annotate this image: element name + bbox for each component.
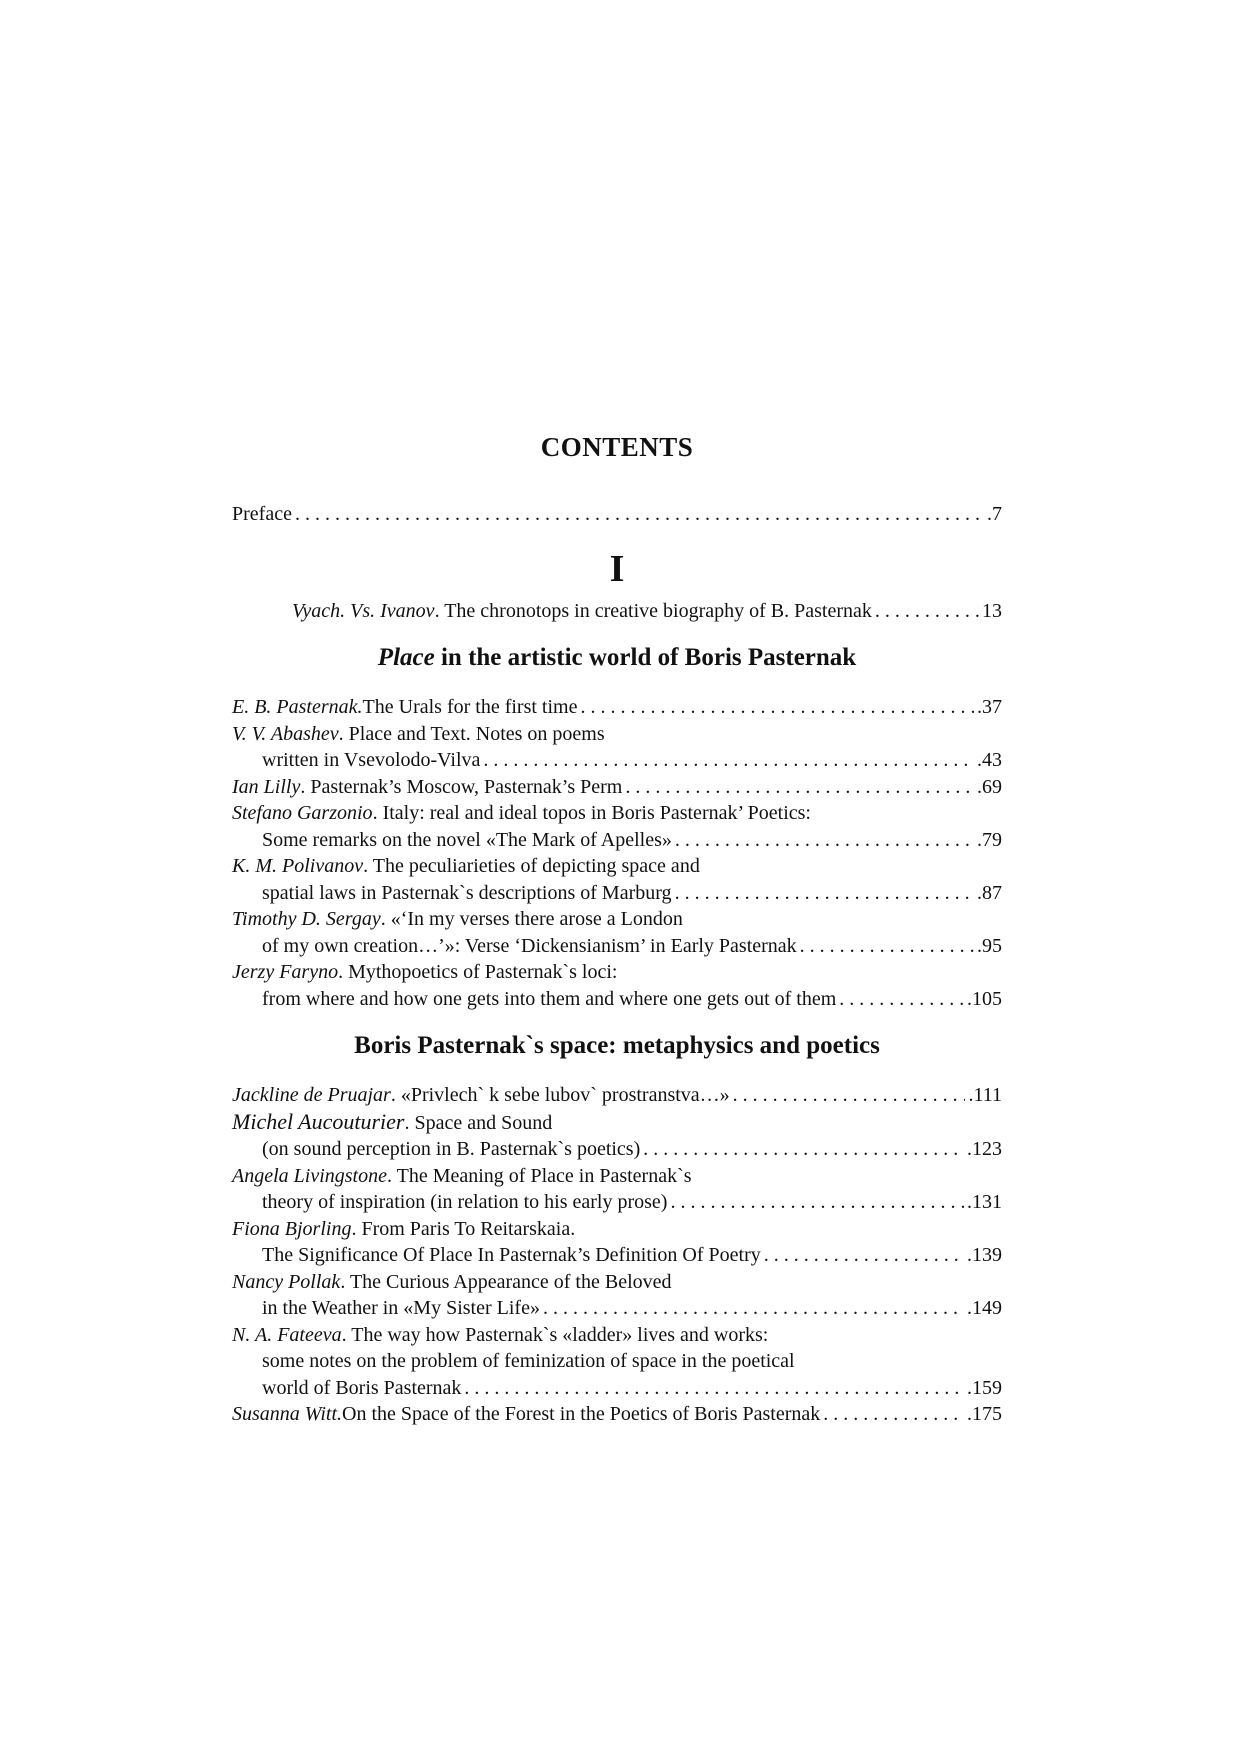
toc-entry[interactable]	[232, 1082, 1002, 1109]
dot-leader	[675, 880, 974, 907]
entry-author: V. V. Abashev	[232, 722, 339, 745]
toc-entry[interactable]	[232, 721, 1002, 774]
section-heading-place	[232, 644, 1002, 672]
entry-title-continued: Some remarks on the novel «The Mark of Apelles»	[262, 828, 672, 851]
dot-leader	[464, 1375, 964, 1402]
page-number: .69	[977, 775, 1002, 798]
contents-title: CONTENTS	[540, 432, 694, 462]
page-number: .43	[977, 749, 1002, 771]
dot-leader	[295, 501, 984, 528]
entry-title: . «‘In my verses there arose a London	[380, 908, 683, 930]
entry-author: Jackline de Pruajar	[232, 1084, 391, 1106]
entry-title-continued: some notes on the problem of feminization of space in the poetical	[262, 1350, 795, 1372]
page-number: .149	[967, 1297, 1002, 1319]
entry-title-continued: in the Weather in «My Sister Life»	[262, 1297, 540, 1319]
entry-title: . Place and Text. Notes on poems	[338, 722, 605, 745]
entry-title-continued: world of Boris Pasternak	[262, 1376, 462, 1399]
entry-title: . The chronotops in creative biography of B. Pasternak	[434, 599, 872, 622]
page-number: .7	[987, 503, 1002, 525]
page-number: .139	[967, 1244, 1002, 1266]
entry-title: . The peculiarieties of depicting space and	[363, 855, 700, 877]
dot-leader	[543, 1295, 964, 1322]
page-number: .123	[967, 1138, 1002, 1160]
entry-title-continued: from where and how one gets into them and where one gets out of them	[262, 987, 837, 1010]
entry-author: Nancy Pollak	[232, 1270, 341, 1293]
toc-entry[interactable]	[232, 906, 1002, 959]
page-number: .79	[977, 828, 1002, 851]
dot-leader	[733, 1082, 966, 1109]
toc-entry[interactable]	[232, 853, 1002, 906]
entry-title: . The Curious Appearance of the Beloved	[340, 1270, 672, 1293]
entry-title: . Italy: real and ideal topos in Boris Pasternak’ Poetics:	[372, 802, 811, 824]
entry-title: . Space and Sound	[404, 1111, 553, 1134]
toc-entry[interactable]	[232, 1269, 1002, 1322]
entry-title: On the Space of the Forest in the Poetics of Boris Pasternak	[342, 1403, 821, 1425]
entry-author: Timothy D. Sergay	[232, 908, 381, 930]
dot-leader	[800, 933, 974, 960]
toc-entry[interactable]	[232, 1216, 1002, 1269]
page-number: .37	[977, 696, 1002, 718]
dot-leader	[580, 694, 974, 721]
entry-title: . The Meaning of Place in Pasternak`s	[386, 1164, 692, 1187]
entry-title-continued: The Significance Of Place In Pasternak’s Definition Of Poetry	[262, 1244, 761, 1266]
entry-title: . From Paris To Reitarskaia.	[351, 1217, 576, 1240]
section-heading-italic: Place	[377, 644, 435, 671]
toc-entry[interactable]	[232, 1322, 1002, 1402]
dot-leader	[675, 827, 974, 854]
toc-entry[interactable]	[232, 1401, 1002, 1428]
entry-author: E. B. Pasternak.	[232, 696, 363, 718]
page-number: .111	[968, 1084, 1002, 1106]
page-number: .105	[967, 987, 1002, 1010]
entry-author: K. M. Polivanov	[232, 855, 364, 877]
dot-leader	[483, 747, 974, 774]
page-number: .131	[967, 1191, 1002, 1213]
toc-entry[interactable]	[232, 774, 1002, 801]
entry-title-continued: theory of inspiration (in relation to his early prose)	[262, 1191, 668, 1213]
entry-title: . The way how Pasternak`s «ladder» lives and works:	[341, 1323, 769, 1346]
entry-author: Ian Lilly	[232, 775, 301, 798]
page-number: .87	[977, 881, 1002, 904]
entry-title-continued: of my own creation…’»: Verse ‘Dickensianism’ in Early Pasternak	[262, 934, 797, 957]
toc-entry-ivanov[interactable]	[232, 598, 1002, 625]
entry-author: Fiona Bjorling	[232, 1217, 352, 1240]
entry-title-continued: spatial laws in Pasternak`s descriptions of Marburg	[262, 881, 672, 904]
section-heading-rest: in the artistic world of Boris Pasternak	[434, 644, 857, 671]
entry-author: Susanna Witt.	[232, 1403, 343, 1425]
dot-leader	[823, 1401, 964, 1428]
page-number: .175	[967, 1403, 1002, 1425]
page-number: .95	[977, 934, 1002, 957]
entry-author: Vyach. Vs. Ivanov	[292, 599, 435, 622]
entry-author: N. A. Fateeva	[232, 1323, 342, 1346]
toc-entry[interactable]	[232, 1109, 1002, 1163]
dot-leader	[670, 1189, 964, 1216]
part-heading: I	[609, 547, 625, 590]
entry-title-continued: (on sound perception in B. Pasternak`s poetics)	[262, 1138, 641, 1160]
entry-title: . «Privlech` k sebe lubov` prostranstva…»	[390, 1084, 730, 1106]
entry-author: Jerzy Faryno	[232, 961, 339, 983]
page-number: 13	[982, 599, 1002, 622]
section-heading-space: Boris Pasternak`s space: metaphysics and poetics	[354, 1032, 880, 1059]
dot-leader	[839, 986, 964, 1013]
toc-entry[interactable]	[232, 800, 1002, 853]
entry-title-continued: written in Vsevolodo-Vilva	[262, 749, 481, 771]
entry-author: Stefano Garzonio	[232, 802, 373, 824]
toc-entry[interactable]	[232, 1163, 1002, 1216]
entry-title: Preface	[232, 503, 292, 525]
toc-entry[interactable]	[232, 959, 1002, 1012]
toc-entry[interactable]	[232, 694, 1002, 721]
toc-entry-preface[interactable]	[232, 501, 1002, 528]
dot-leader	[875, 598, 979, 625]
contents-page	[232, 432, 1002, 1428]
dot-leader	[625, 774, 974, 801]
entry-title: The Urals for the first time	[362, 696, 578, 718]
entry-author: Michel Aucouturier	[232, 1108, 405, 1134]
dot-leader	[764, 1242, 964, 1269]
entry-title: . Mythopoetics of Pasternak`s loci:	[338, 961, 618, 983]
entry-author: Angela Livingstone	[232, 1164, 387, 1187]
page-number: .159	[967, 1376, 1002, 1399]
entry-title: . Pasternak’s Moscow, Pasternak’s Perm	[300, 775, 623, 798]
dot-leader	[643, 1136, 964, 1163]
